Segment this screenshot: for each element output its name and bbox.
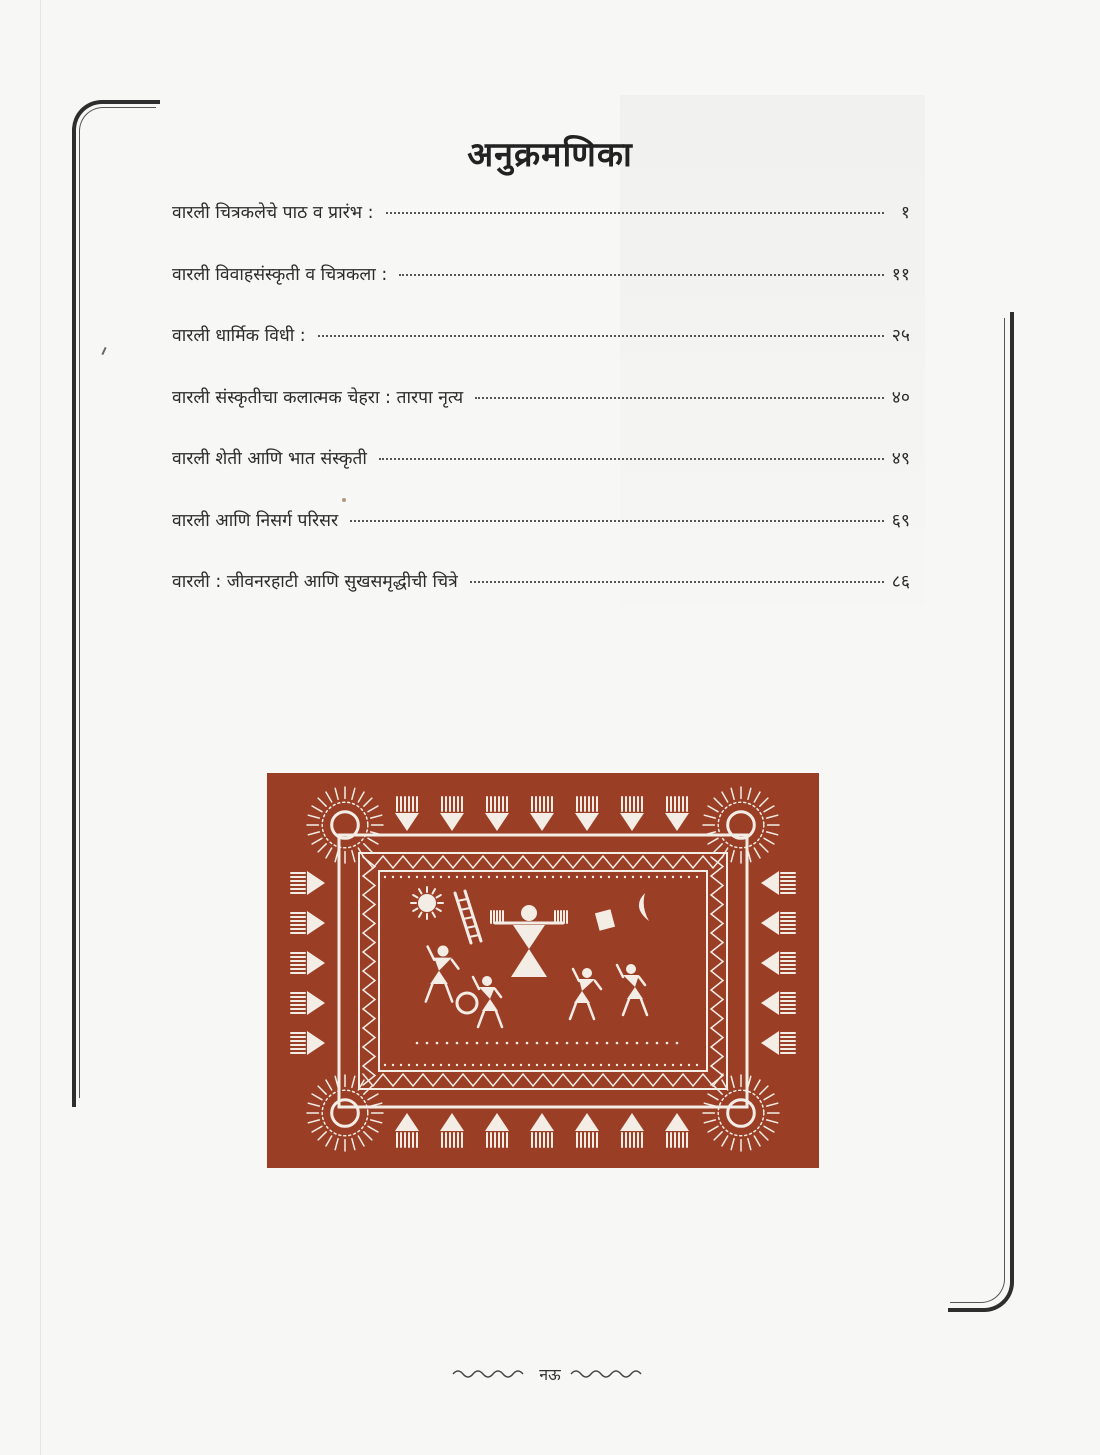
page-title: अनुक्रमणिका: [467, 135, 633, 175]
page-number-footer: नऊ: [539, 1365, 561, 1384]
decorative-frame-bottom-right-inner: [950, 318, 1005, 1303]
toc-entry[interactable]: [172, 262, 910, 324]
toc-entry[interactable]: [172, 200, 910, 262]
toc-leader-dots: [350, 520, 884, 522]
toc-entry-page: ११: [891, 264, 910, 285]
toc-entry-label: वारली संस्कृतीचा कलात्मक चेहरा : तारपा नृत्य: [172, 387, 464, 408]
wave-ornament-right-icon: [569, 1368, 649, 1380]
table-of-contents: [172, 200, 910, 631]
toc-entry-page: ४०: [891, 387, 910, 408]
page-edge: [40, 0, 41, 1455]
toc-entry[interactable]: [172, 385, 910, 447]
toc-entry[interactable]: [172, 508, 910, 570]
toc-entry-page: ४९: [891, 449, 910, 469]
toc-entry-label: वारली विवाहसंस्कृती व चित्रकला :: [172, 264, 388, 285]
toc-leader-dots: [470, 581, 884, 583]
toc-leader-dots: [379, 458, 884, 460]
toc-entry-label: वारली चित्रकलेचे पाठ व प्रारंभ :: [172, 203, 374, 223]
toc-entry-label: वारली धार्मिक विधी :: [172, 326, 306, 346]
toc-entry-label: वारली : जीवनरहाटी आणि सुखसमृद्धीची चित्रे: [172, 572, 458, 592]
toc-entry[interactable]: [172, 569, 910, 631]
toc-entry-page: १: [900, 203, 910, 223]
toc-entry-page: २५: [891, 326, 910, 346]
page-footer: [0, 1363, 1100, 1385]
toc-leader-dots: [475, 397, 884, 399]
warli-art-svg: [267, 773, 819, 1168]
toc-entry-label: वारली शेती आणि भात संस्कृती: [172, 449, 367, 469]
toc-entry-page: ८६: [891, 572, 910, 592]
toc-entry-page: ६९: [891, 510, 910, 531]
wave-ornament-left-icon: [451, 1368, 531, 1380]
toc-entry[interactable]: [172, 323, 910, 385]
toc-leader-dots: [318, 335, 884, 337]
toc-leader-dots: [386, 212, 884, 214]
warli-art-illustration: [267, 773, 819, 1168]
decorative-frame-top-left-inner: [79, 107, 156, 1098]
toc-entry-label: वारली आणि निसर्ग परिसर: [172, 510, 339, 531]
toc-leader-dots: [399, 274, 884, 276]
toc-entry[interactable]: [172, 446, 910, 508]
